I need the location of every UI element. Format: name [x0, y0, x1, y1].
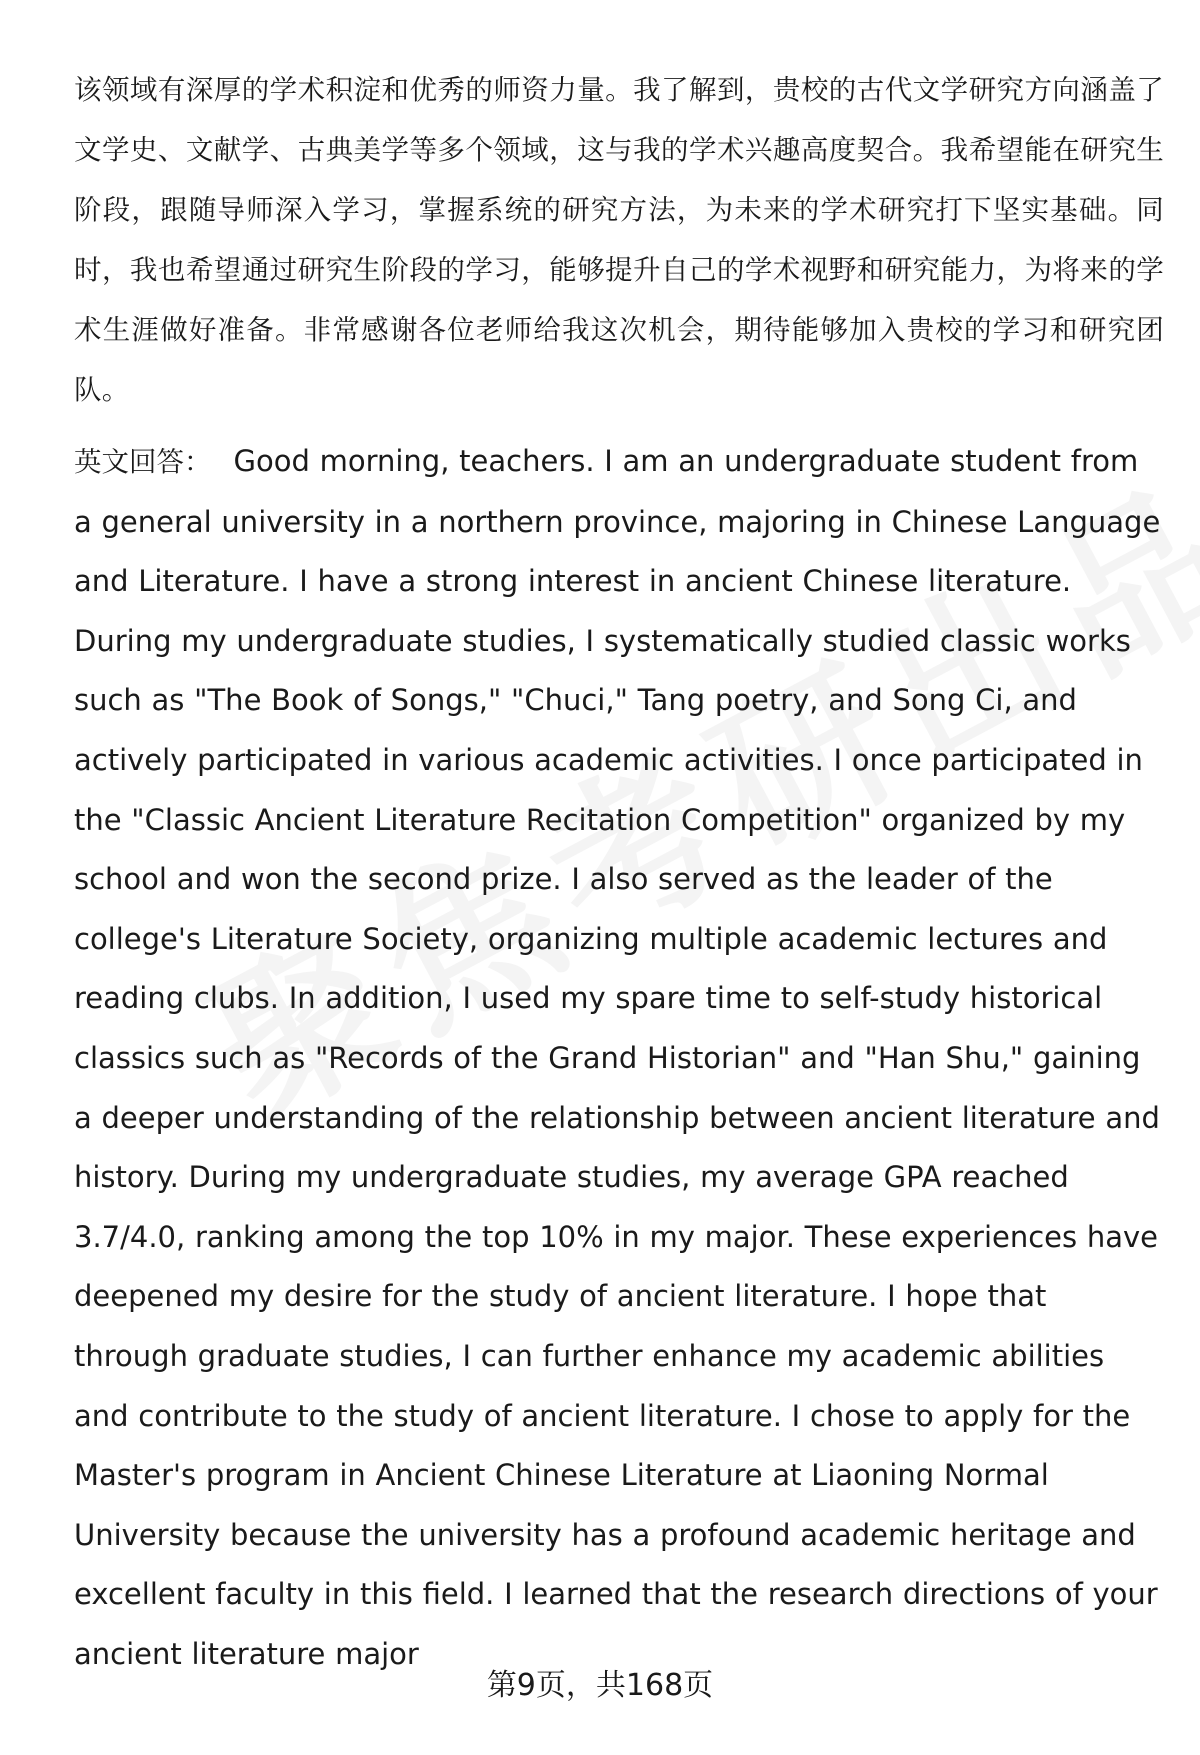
- english-answer-paragraph: [74, 432, 1164, 1684]
- english-answer-label: 英文回答：: [74, 446, 212, 478]
- english-answer-text: Good morning, teachers. I am an undergraduate student from a general university in a northern province, majoring in Chinese Language and Literature. I have a strong interest in ancient Chinese literature. During my undergraduate studies, I systematically studied classic works such as "The Book of Songs," "Chuci," Tang poetry, and Song Ci, and actively participated in various academic activities. I once participated in the "Classic Ancient Literature Recitation Competition" organized by my school and won the second prize. I also served as the leader of the college's Literature Society, organizing multiple academic lectures and reading clubs. In addition, I used my spare time to self-study historical classics such as "Records of the Grand Historian" and "Han Shu," gaining a deeper understanding of the relationship between ancient literature and history. During my undergraduate studies, my average GPA reached 3.7/4.0, ranking among the top 10% in my major. These experiences have deepened my desire for the study of ancient literature. I hope that through graduate studies, I can further enhance my academic abilities and contribute to the study of ancient literature. I chose to apply for the Master's program in Ancient Chinese Literature at Liaoning Normal University because the university has a profound academic heritage and excellent faculty in this field. I learned that the research directions of your ancient literature major: [74, 444, 1161, 1671]
- document-body: [74, 60, 1164, 1684]
- chinese-answer-paragraph: 该领域有深厚的学术积淀和优秀的师资力量。我了解到，贵校的古代文学研究方向涵盖了文学史、文献学、古典美学等多个领域，这与我的学术兴趣高度契合。我希望能在研究生阶段，跟随导师深入学习，掌握系统的研究方法，为未来的学术研究打下坚实基础。同时，我也希望通过研究生阶段的学习，能够提升自己的学术视野和研究能力，为将来的学术生涯做好准备。非常感谢各位老师给我这次机会，期待能够加入贵校的学习和研究团队。: [74, 74, 1164, 406]
- page-number-footer: 第9页，共168页: [486, 1668, 714, 1703]
